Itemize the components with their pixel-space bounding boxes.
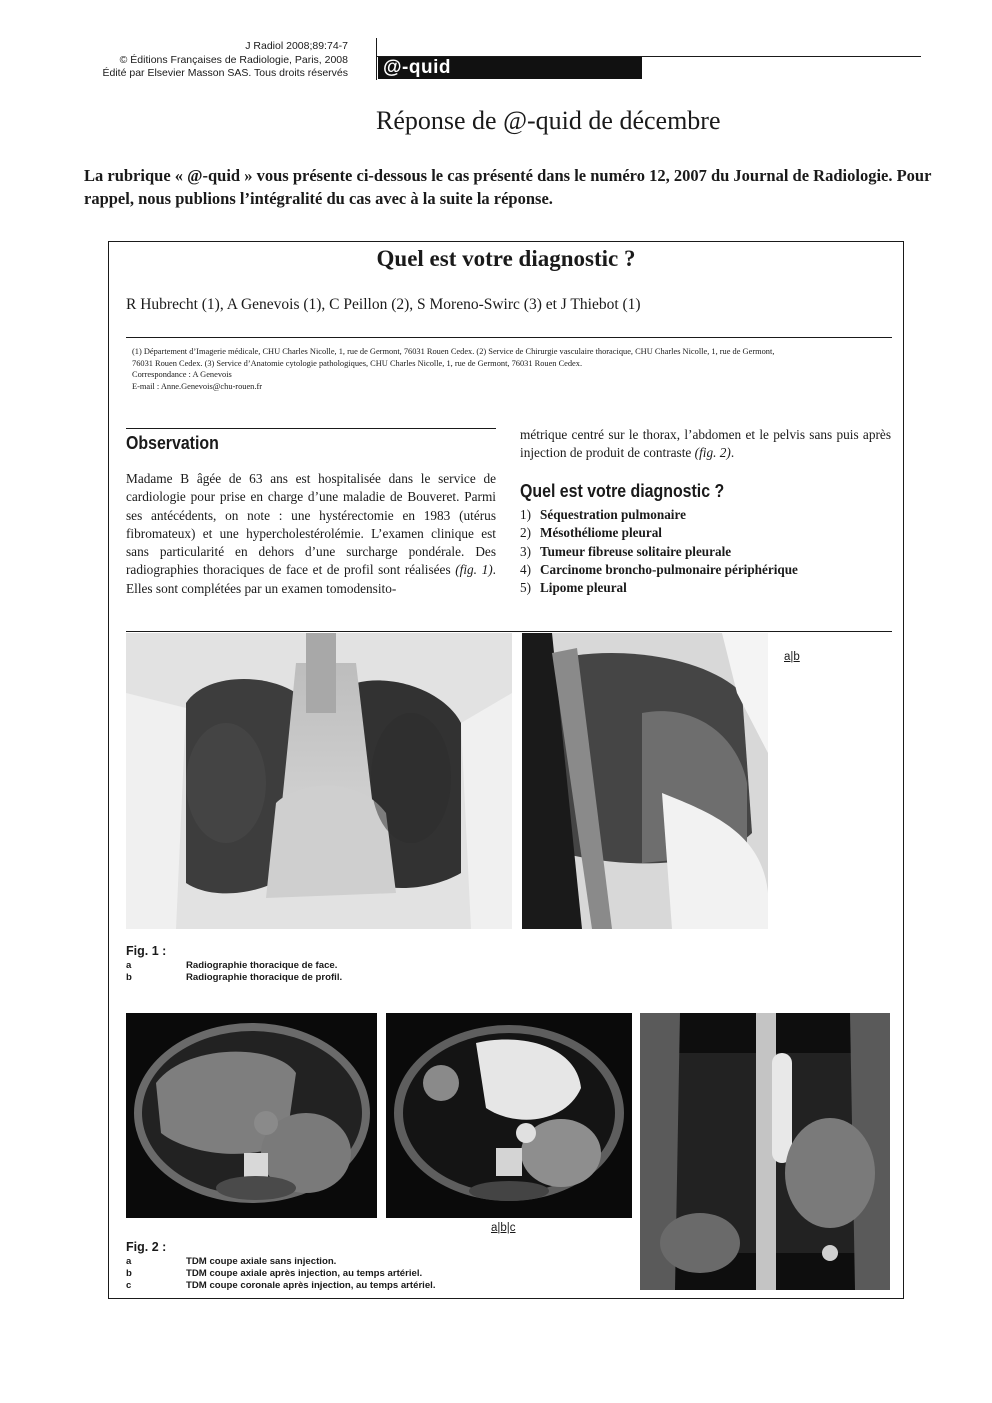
option-number: 4): [520, 561, 531, 577]
figure1-caption-a: [126, 960, 426, 972]
chest-xray-frontal: [126, 633, 512, 929]
email: E-mail : Anne.Genevois@chu-rouen.fr: [132, 381, 263, 391]
case-title: Quel est votre diagnostic ?: [376, 246, 636, 271]
fig1-reference[interactable]: (fig. 1): [455, 562, 493, 578]
fig2-reference[interactable]: (fig. 2): [694, 445, 731, 461]
observation-heading: Observation: [126, 432, 219, 453]
header-vertical-rule: [376, 38, 377, 80]
caption-text: TDM coupe coronale après injection, au temps artériel.: [186, 1280, 436, 1291]
ct-coronal-arterial: [640, 1013, 890, 1290]
figure2-caption-c: [126, 1280, 526, 1292]
option-number: 2): [520, 525, 531, 541]
option-label: Carcinome broncho-pulmonaire périphérique: [540, 561, 798, 577]
observation-text-left: [126, 470, 496, 598]
diagnosis-option: [520, 506, 900, 524]
figure2-caption: Fig. 2 :: [126, 1240, 167, 1254]
diagnosis-option: [520, 579, 900, 597]
correspondence: Correspondance : A Genevois: [132, 370, 232, 379]
caption-text: TDM coupe axiale après injection, au temps artériel.: [186, 1268, 423, 1279]
copyright: © Éditions Françaises de Radiologie, Paris, 2008: [119, 53, 348, 66]
observation-text-right: [520, 426, 891, 463]
option-number: 3): [520, 543, 531, 559]
observation-text-right-body: métrique centré sur le thorax, l’abdomen et le pelvis sans puis après injection de produit de contraste: [520, 427, 891, 461]
page-title: Réponse de @-quid de décembre: [376, 106, 721, 135]
caption-text: TDM coupe axiale sans injection.: [186, 1256, 337, 1267]
caption-letter: a: [126, 1256, 132, 1267]
option-label: Mésothéliome pleural: [540, 525, 662, 541]
option-label: Tumeur fibreuse solitaire pleurale: [540, 543, 732, 559]
ct-axial-no-contrast: [126, 1013, 377, 1218]
affiliations: [132, 346, 892, 392]
option-number: 5): [520, 580, 531, 596]
figure1-caption-b: [126, 972, 426, 984]
publisher: Édité par Elsevier Masson SAS. Tous droits réservés: [102, 67, 348, 79]
option-label: Lipome pleural: [540, 580, 627, 596]
option-label: Séquestration pulmonaire: [540, 507, 686, 522]
affiliation-line-1: (1) Département d’Imagerie médicale, CHU Charles Nicolle, 1, rue de Germont, 76031 Rouen Cedex. (2) Service de Chirurgie vasculaire thoracique, CHU Charles Nicolle, 1, rue de Germont,: [132, 347, 775, 356]
caption-letter: a: [126, 960, 132, 971]
diagnosis-option: [520, 543, 900, 561]
intro-paragraph: La rubrique « @-quid » vous présente ci-dessous le cas présenté dans le numéro 12, 2007 du Journal de Radiologie. Pour rappel, nous publions l’intégralité du cas avec à la suite la réponse.: [84, 166, 932, 208]
observation-text-right-end: .: [730, 445, 735, 461]
figure2-panel-label: a|b|c: [491, 1222, 516, 1234]
authors: R Hubrecht (1), A Genevois (1), C Peillon (2), S Moreno-Swirc (3) et J Thiebot (1): [126, 296, 641, 313]
observation-text-left-body: Madame B âgée de 63 ans est hospitalisée dans le service de cardiologie pour prise en charge d’une maladie de Bouveret. Parmi ses antécédents, on note : une hystérectomie en 1983 (utérus fibromateux) et une hypercholestérolémie. L’examen clinique est sans particularité en dehors d’une surcharge pondérale. Des radiographies thoraciques de face et de profil sont réalisées: [126, 471, 496, 578]
caption-letter: b: [126, 1268, 132, 1279]
figure1-rule: [126, 631, 892, 632]
caption-text: Radiographie thoracique de profil.: [186, 972, 343, 983]
citation: J Radiol 2008;89:74-7: [245, 40, 348, 52]
caption-letter: c: [126, 1280, 132, 1291]
diagnosis-option: [520, 524, 900, 542]
question-heading: Quel est votre diagnostic ?: [520, 480, 725, 501]
affiliation-line-2: 76031 Rouen Cedex. (3) Service d’Anatomie cytologie pathologiques, CHU Charles Nicolle, 1, rue de Germont, 76031 Rouen Cedex.: [132, 358, 583, 368]
figure2-caption-b: [126, 1268, 526, 1280]
affiliation-rule: [126, 337, 892, 338]
section-label: @-quid: [383, 57, 451, 78]
journal-meta: [60, 40, 348, 81]
section-banner: [378, 57, 642, 79]
figure1-caption: Fig. 1 :: [126, 944, 167, 958]
caption-letter: b: [126, 972, 132, 983]
diagnosis-option: [520, 561, 900, 579]
figure2-caption-a: [126, 1256, 526, 1268]
option-number: 1): [520, 507, 531, 522]
caption-text: Radiographie thoracique de face.: [186, 960, 338, 971]
diagnosis-options: [520, 506, 900, 597]
figure1-panel-label: a|b: [784, 651, 800, 663]
observation-rule: [126, 428, 496, 429]
ct-axial-arterial: [386, 1013, 632, 1218]
chest-xray-lateral: [522, 633, 768, 929]
observation-text-left-end: . Elles sont complétées par un examen tomodensito-: [126, 562, 496, 596]
